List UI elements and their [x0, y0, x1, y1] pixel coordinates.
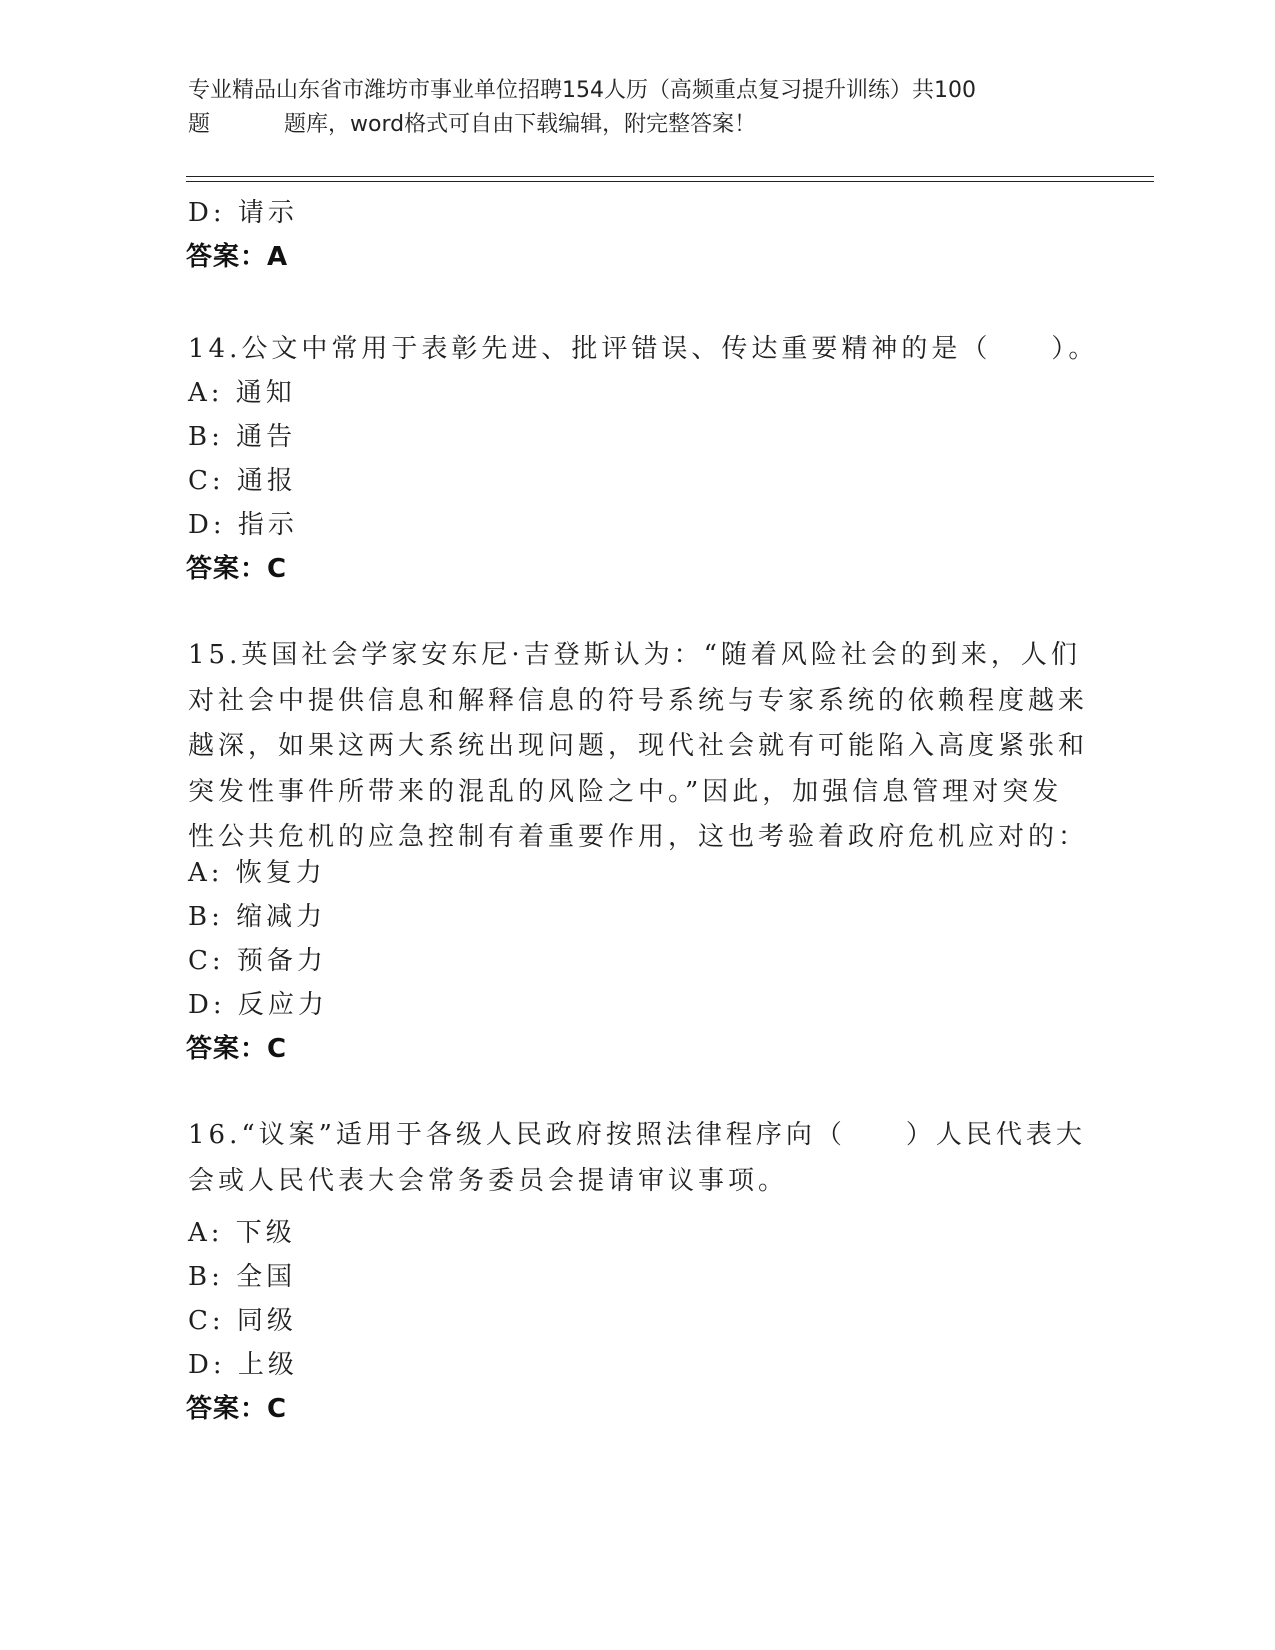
- q16-stem: [188, 1113, 1088, 1204]
- header-line-1: 专业精品山东省市潍坊市事业单位招聘154人历（高频重点复习提升训练）共100: [188, 78, 976, 103]
- header-line-2-rest: 题库，word格式可自由下载编辑，附完整答案！: [284, 112, 757, 137]
- q15-option-a: A: 恢复力: [188, 858, 326, 888]
- q15-stem-line: 性公共危机的应急控制有着重要作用，这也考验着政府危机应对的：: [188, 822, 1089, 852]
- q15-option-d: D: 反应力: [188, 990, 328, 1020]
- q14-option-d: D: 指示: [188, 510, 298, 540]
- header-line-2-start: 题: [188, 112, 211, 137]
- q14-option-c: C: 通报: [188, 466, 297, 496]
- q16-stem-line: 16.“议案”适用于各级人民政府按照法律程序向（ ）人民代表大: [188, 1120, 1086, 1150]
- q14-answer: 答案：C: [186, 554, 288, 584]
- q15-stem-line: 越深，如果这两大系统出现问题，现代社会就有可能陷入高度紧张和: [188, 731, 1089, 761]
- header-divider-bottom: [186, 181, 1154, 182]
- q16-option-d: D: 上级: [188, 1350, 298, 1380]
- q14-stem: 14.公文中常用于表彰先进、批评错误、传达重要精神的是（ ）。: [188, 334, 1099, 364]
- q14-option-a: A: 通知: [188, 378, 296, 408]
- q16-option-c: C: 同级: [188, 1306, 297, 1336]
- q14-option-b: B: 通告: [188, 422, 297, 452]
- q15-stem-line: 15.英国社会学家安东尼·吉登斯认为：“随着风险社会的到来，人们: [188, 640, 1081, 670]
- prev-option-d: D: 请示: [188, 198, 298, 228]
- q15-stem-line: 对社会中提供信息和解释信息的符号系统与专家系统的依赖程度越来: [188, 685, 1089, 716]
- header-line-2: [188, 108, 1088, 142]
- q15-answer: 答案：C: [186, 1034, 288, 1064]
- q16-stem-line: 会或人民代表大会常务委员会提请审议事项。: [188, 1165, 789, 1196]
- q16-option-b: B: 全国: [188, 1262, 297, 1292]
- prev-answer: 答案：A: [186, 242, 289, 272]
- q16-option-a: A: 下级: [188, 1218, 296, 1248]
- document-header: [188, 74, 1088, 142]
- q16-answer: 答案：C: [186, 1394, 288, 1424]
- q15-option-b: B: 缩减力: [188, 902, 327, 932]
- q15-option-c: C: 预备力: [188, 946, 327, 976]
- q15-stem: [188, 633, 1088, 861]
- header-divider-top: [186, 176, 1154, 177]
- q15-stem-line: 突发性事件所带来的混乱的风险之中。”因此，加强信息管理对突发: [188, 776, 1063, 807]
